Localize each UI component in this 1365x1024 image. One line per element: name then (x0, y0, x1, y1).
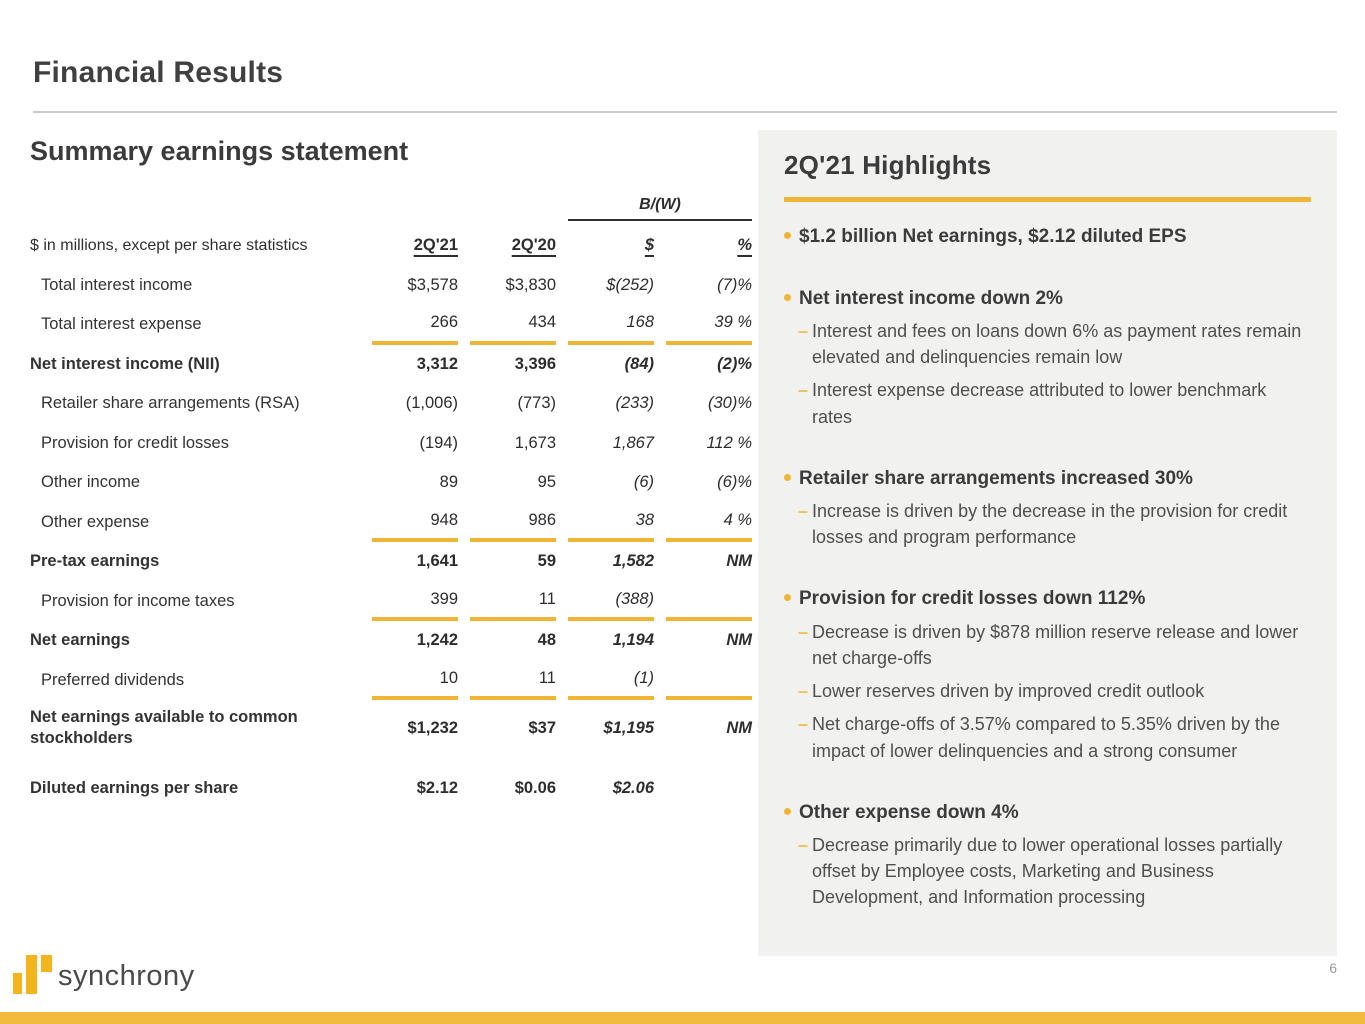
row-value: 986 (470, 503, 556, 543)
row-value: 1,641 (416, 552, 458, 571)
highlight-sub-item (798, 377, 1308, 429)
highlight-headline-text: Provision for credit losses down 112% (799, 588, 1146, 610)
highlight-section (784, 800, 1311, 911)
logo-bar-icon (13, 973, 22, 994)
logo-bar-icon (26, 955, 37, 994)
bw-label: B/(W) (568, 196, 752, 221)
row-value: (6) (633, 473, 654, 492)
row-value: 4 % (666, 503, 752, 543)
dash-bullet-icon: – (798, 681, 809, 702)
row-label: Total interest income (41, 275, 193, 294)
table-row (30, 700, 752, 756)
highlight-headline (784, 800, 1311, 826)
highlight-sub-item (798, 619, 1308, 671)
table-row (30, 621, 752, 661)
logo-bar-icon (41, 955, 52, 972)
row-label: Retailer share arrangements (RSA) (41, 394, 300, 413)
row-value: 948 (372, 503, 458, 543)
table-row (30, 305, 752, 345)
row-value: 11 (470, 582, 556, 622)
table-heading: Summary earnings statement (30, 136, 409, 166)
highlight-headline-text: Other expense down 4% (799, 801, 1019, 823)
bullet-icon (784, 294, 791, 301)
highlight-headline-text: $1.2 billion Net earnings, $2.12 diluted EPS (799, 226, 1187, 247)
row-value: (388) (568, 582, 654, 622)
row-value: $2.06 (612, 779, 654, 798)
row-value: (7)% (717, 275, 752, 294)
bullet-icon (784, 594, 791, 601)
row-value: NM (726, 552, 752, 571)
column-header: % (737, 236, 752, 255)
row-value: 1,867 (612, 433, 654, 452)
bw-header (30, 196, 752, 226)
highlight-sub-text: Decrease is driven by $878 million reserve release and lower net charge-offs (812, 622, 1299, 669)
table-row (30, 345, 752, 385)
row-value: 1,194 (612, 631, 654, 650)
unit-note: $ in millions, except per share statistics (30, 236, 308, 254)
table-row (30, 661, 752, 701)
page-title: Financial Results (33, 56, 284, 89)
row-label: Other income (41, 473, 141, 492)
dash-bullet-icon: – (798, 714, 809, 735)
bullet-icon (784, 474, 791, 481)
row-value: $3,578 (407, 275, 458, 294)
dash-bullet-icon: – (798, 835, 809, 856)
highlight-sub-item (798, 678, 1308, 704)
table-row (30, 424, 752, 464)
highlight-sub-text: Net charge-offs of 3.57% compared to 5.35% driven by the impact of lower delinquencies and a strong consumer (812, 714, 1280, 761)
row-value: $3,830 (505, 275, 556, 294)
column-header: 2Q'21 (413, 236, 458, 255)
bullet-icon (784, 808, 791, 815)
highlight-sub-item (798, 832, 1308, 910)
row-value: 10 (372, 661, 458, 701)
row-label: Diluted earnings per share (30, 779, 239, 798)
row-value: NM (726, 631, 752, 650)
highlight-section (784, 224, 1311, 250)
dash-bullet-icon: – (798, 380, 809, 401)
row-value: 1,582 (612, 552, 654, 571)
page-number: 6 (1329, 960, 1337, 976)
row-value: (2)% (717, 354, 752, 373)
dash-bullet-icon: – (798, 321, 809, 342)
row-value: 38 (568, 503, 654, 543)
row-label: Net interest income (NII) (30, 354, 220, 373)
highlights-divider (784, 197, 1311, 202)
title-divider (33, 111, 1337, 113)
table-row (30, 384, 752, 424)
highlight-section (784, 466, 1311, 551)
row-value: (194) (419, 433, 458, 452)
table-row (30, 582, 752, 622)
row-label: Net earnings (30, 631, 130, 650)
highlights-list (784, 224, 1311, 911)
row-value: $0.06 (514, 779, 556, 798)
row-value: $1,232 (407, 718, 458, 737)
row-value (666, 661, 752, 701)
row-value: (6)% (717, 473, 752, 492)
highlight-sub-text: Decrease primarily due to lower operational losses partially offset by Employee costs, Marketing and Business Development, and Information processing (812, 835, 1283, 908)
row-value: 89 (439, 473, 458, 492)
highlight-sub-item (798, 318, 1308, 370)
row-value: $1,195 (603, 718, 654, 737)
table-row (30, 769, 752, 809)
highlight-sub-text: Increase is driven by the decrease in the provision for credit losses and program performance (812, 501, 1288, 548)
row-label: Provision for credit losses (41, 433, 229, 452)
earnings-table-rows (30, 266, 752, 809)
earnings-table (30, 196, 752, 809)
row-value: 1,242 (416, 631, 458, 650)
row-value: 1,673 (514, 433, 556, 452)
row-value (666, 769, 752, 809)
row-value: 266 (372, 305, 458, 345)
row-value: NM (726, 718, 752, 737)
highlight-sub-item (798, 711, 1308, 763)
row-value: 48 (537, 631, 556, 650)
highlight-headline (784, 286, 1311, 312)
row-value: 168 (568, 305, 654, 345)
row-value: (30)% (707, 394, 752, 413)
row-value: $37 (528, 718, 556, 737)
row-value: (233) (615, 394, 654, 413)
row-value: (84) (624, 354, 654, 373)
row-value: (1,006) (405, 394, 458, 413)
row-value: 95 (537, 473, 556, 492)
row-label: Preferred dividends (41, 670, 185, 689)
column-header: 2Q'20 (511, 236, 556, 255)
logo-wordmark: synchrony (58, 960, 195, 992)
table-row (30, 503, 752, 543)
highlights-title: 2Q'21 Highlights (784, 150, 992, 180)
highlight-sub-text: Interest and fees on loans down 6% as payment rates remain elevated and delinquencies remain low (812, 321, 1302, 368)
row-value: $(252) (606, 275, 654, 294)
highlight-sub-text: Interest expense decrease attributed to lower benchmark rates (812, 380, 1267, 427)
row-value: 3,396 (514, 354, 556, 373)
table-row (30, 542, 752, 582)
row-label: Net earnings available to common stockholders (30, 708, 298, 747)
row-value: 112 % (706, 433, 752, 452)
row-label: Pre-tax earnings (30, 552, 160, 571)
bottom-accent-bar (0, 1012, 1365, 1024)
synchrony-logo (13, 954, 213, 1000)
highlight-headline (784, 466, 1311, 492)
row-label: Total interest expense (41, 315, 202, 334)
table-row (30, 463, 752, 503)
row-value: 399 (372, 582, 458, 622)
dash-bullet-icon: – (798, 622, 809, 643)
highlight-section (784, 286, 1311, 430)
highlight-headline-text: Retailer share arrangements increased 30% (799, 467, 1193, 489)
row-label: Provision for income taxes (41, 591, 235, 610)
bullet-icon (784, 232, 791, 239)
row-value: 434 (470, 305, 556, 345)
dash-bullet-icon: – (798, 501, 809, 522)
row-value: (773) (517, 394, 556, 413)
table-row (30, 266, 752, 306)
row-value: $2.12 (416, 779, 458, 798)
highlight-headline (784, 224, 1311, 250)
highlight-headline (784, 586, 1311, 612)
highlight-sub-item (798, 498, 1308, 550)
row-value: (1) (568, 661, 654, 701)
row-value (666, 582, 752, 622)
row-value: 39 % (666, 305, 752, 345)
column-header: $ (644, 236, 654, 255)
highlight-section (784, 586, 1311, 763)
row-label: Other expense (41, 512, 150, 531)
row-value: 11 (470, 661, 556, 701)
row-value: 59 (537, 552, 556, 571)
highlight-sub-text: Lower reserves driven by improved credit outlook (812, 681, 1205, 702)
table-header-row (30, 226, 752, 266)
row-value: 3,312 (416, 354, 458, 373)
highlight-headline-text: Net interest income down 2% (799, 287, 1063, 309)
highlights-panel (758, 130, 1337, 956)
